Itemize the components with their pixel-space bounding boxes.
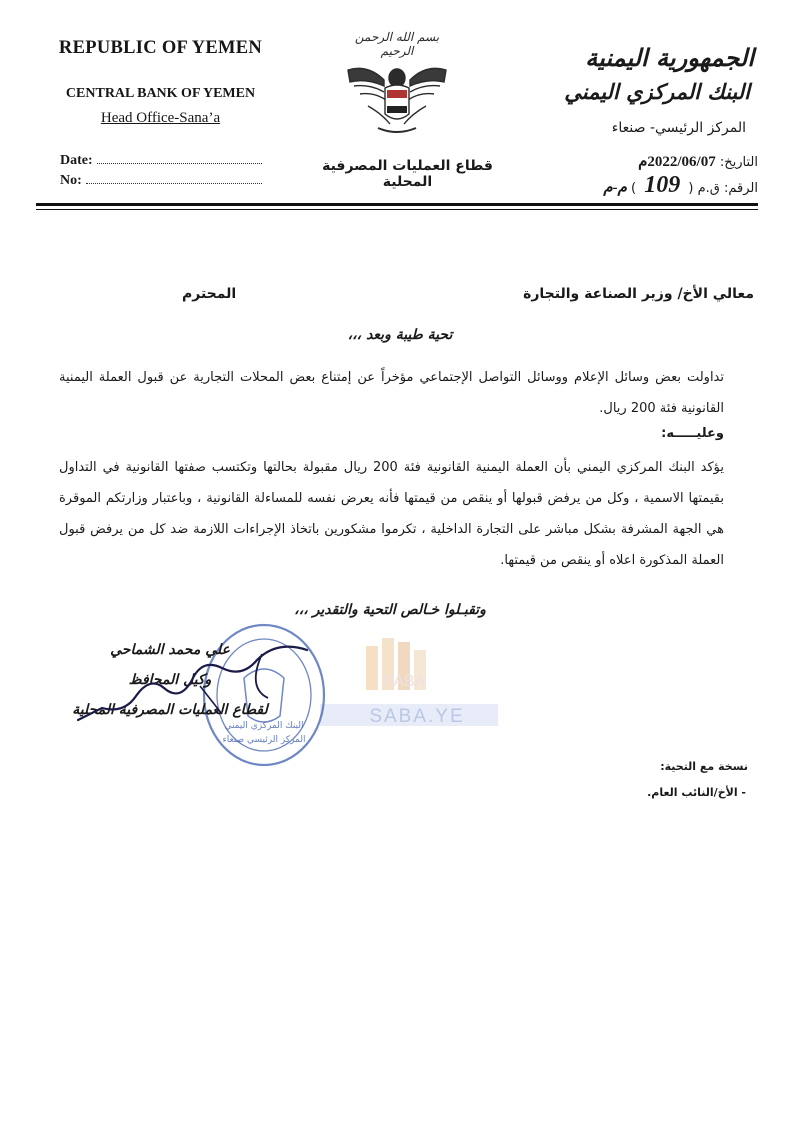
date-field-ar [638, 152, 758, 171]
watermark-logo-text: SABA [382, 673, 426, 690]
header-office-ar: المركز الرئيسي- صنعاء [611, 120, 746, 136]
date-dotted-line [97, 152, 262, 164]
reference-field-ar [603, 172, 758, 199]
copy-to-recipient: - الأخ/النائب العام. [647, 786, 746, 799]
sector-heading: قطاع العمليات المصرفية المحلية [322, 158, 493, 190]
header-office-en-text: Head Office-Sana’a [100, 110, 221, 126]
header-divider-thick [36, 203, 758, 206]
paragraph-2: يؤكد البنك المركزي اليمني بأن العملة اليمنية القانونية فئة 200 ريال مقبولة بحالتها وتكتسب صفتها القانونية في التداول بقيمتها الاسمية ، وكل من يرفض قبولها أو ينقص من قيمتها فأنه يعرض نفسه للمساءلة القانونية ، وباعتبار وزارتكم الموقرة هي الجهة المشرفة بشكل مباشر على التجارة الداخلية ، تكرموا مشكورين باتخاذ الإجراءات اللازمة ضد كل من يرفض قبول العملة المذكورة اعلاه أو ينقص من قيمتها. [59, 460, 724, 568]
header-divider-thin [36, 209, 758, 210]
signatory-name: علي محمد الشماحي [110, 642, 230, 658]
date-field-en [60, 152, 262, 169]
handwritten-signature-icon [72, 638, 312, 728]
no-label-en: No: [60, 173, 82, 188]
no-dotted-line [86, 172, 262, 184]
reference-number: 109 [644, 172, 681, 198]
copy-to-label: نسخة مع التحية: [660, 760, 748, 773]
watermark-text: SABA.YE [369, 706, 465, 727]
reference-suffix: م-م [603, 180, 627, 196]
date-value: 2022/06/07م [638, 154, 716, 170]
paragraph-1: تداولت بعض وسائل الإعلام ووسائل التواصل الإجتماعي مؤخراً عن إمتناع بعض المحلات التجارية عن قبول العملة اليمنية القانونية فئة 200 ريال. [59, 370, 724, 416]
header-republic-en: REPUBLIC OF YEMEN [58, 38, 263, 58]
greeting: تحية طيبة وبعد ،،، [347, 327, 453, 343]
closing-line: وتقبـلوا خـالص التحية والتقدير ،،، [294, 602, 486, 618]
no-field-en [60, 172, 262, 189]
accordingly-label: وعليـــــه: [661, 426, 724, 441]
respected-title: المحترم [182, 286, 237, 302]
reference-close: ) [631, 181, 637, 196]
date-label-en: Date: [60, 153, 93, 168]
addressee: معالي الأخ/ وزير الصناعة والتجارة [523, 286, 754, 302]
stamp-line-2: المركز الرئيسي صنعاء [222, 735, 306, 745]
header-republic-ar: الجمهورية اليمنية [585, 44, 754, 72]
reference-label: الرقم: ق.م ( [688, 181, 758, 196]
header-office-en [38, 110, 283, 127]
header-bank-en: CENTRAL BANK OF YEMEN [65, 86, 256, 101]
basmala-calligraphy: بسم الله الرحمن الرحيم [354, 30, 440, 58]
header-bank-ar: البنك المركزي اليمني [564, 80, 750, 104]
signatory-title: وكيل المحافظ [128, 672, 212, 688]
stamp-line-1: البنك المركزي اليمني [224, 721, 304, 731]
date-label-ar: التاريخ: [719, 155, 758, 170]
signatory-sector: لقطاع العمليات المصرفية المحلية [72, 702, 268, 718]
